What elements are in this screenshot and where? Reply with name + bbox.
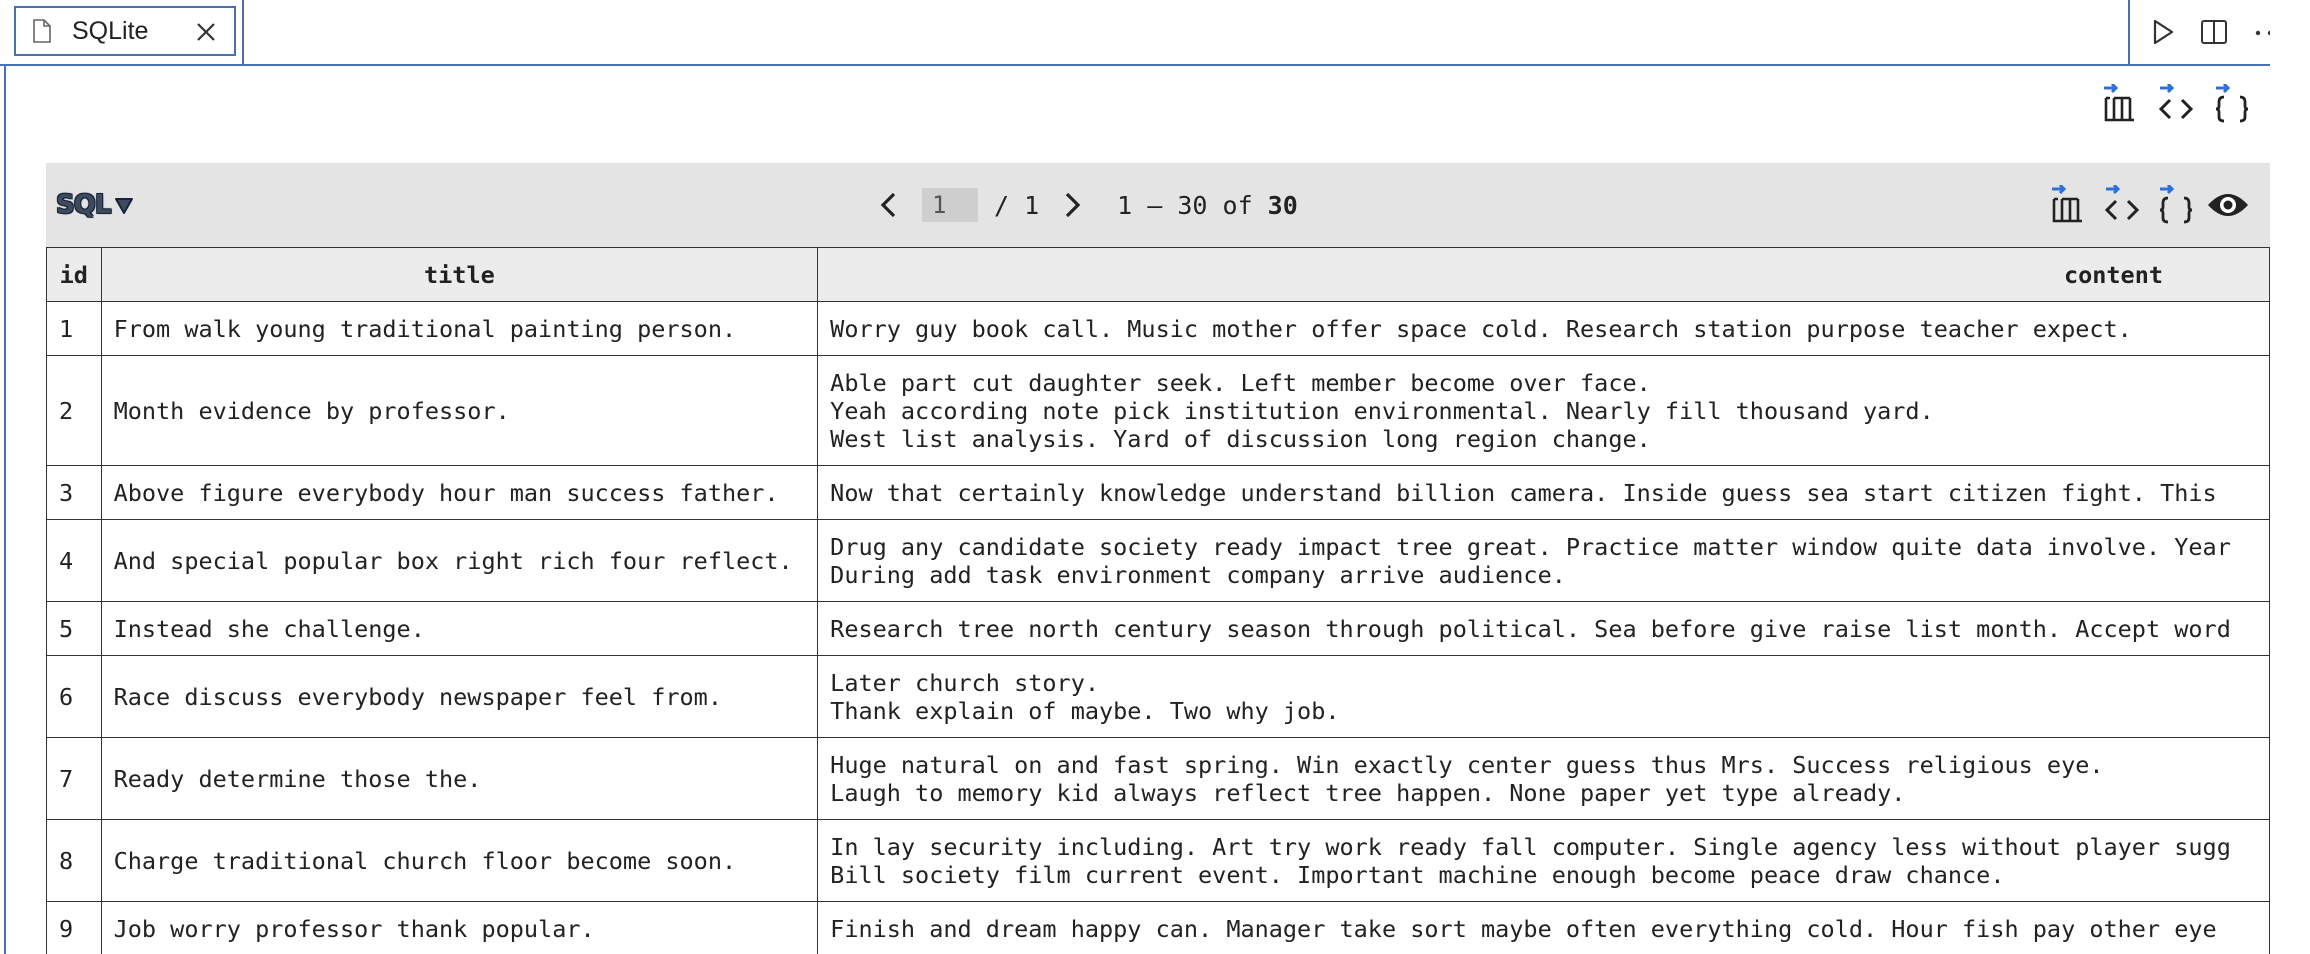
cell-title[interactable]: From walk young traditional painting person. <box>101 302 818 356</box>
cell-content[interactable]: Huge natural on and fast spring. Win exactly center guess thus Mrs. Success religious eye. Laugh to memory kid always reflect tree happen. None paper yet type already. <box>818 738 2270 820</box>
caret-down-icon <box>114 195 134 215</box>
close-icon[interactable] <box>194 20 218 44</box>
results-table <box>46 247 2270 954</box>
row-range-total: 30 <box>1267 190 1298 220</box>
page-number-input[interactable] <box>922 188 978 222</box>
page-total: / 1 <box>994 190 1040 220</box>
split-editor-icon[interactable] <box>2200 18 2228 46</box>
row-range <box>1117 191 1298 220</box>
column-header-id[interactable]: id <box>47 248 102 302</box>
chevron-right-icon[interactable] <box>1059 190 1085 220</box>
table-row <box>47 902 2270 954</box>
row-range-text: 1 – 30 of <box>1117 190 1268 220</box>
table-row <box>47 520 2270 602</box>
column-header-content[interactable]: content <box>818 248 2270 302</box>
table-row <box>47 738 2270 820</box>
chevron-left-icon[interactable] <box>876 190 902 220</box>
column-header-title[interactable]: title <box>101 248 818 302</box>
tab-sqlite[interactable] <box>14 6 236 56</box>
sql-menu-button[interactable] <box>56 185 134 225</box>
cell-title[interactable]: Above figure everybody hour man success father. <box>101 466 818 520</box>
pager <box>876 181 1298 229</box>
cell-id[interactable]: 4 <box>47 520 102 602</box>
table-row <box>47 466 2270 520</box>
editor-actions <box>2128 0 2270 64</box>
more-icon[interactable] <box>2254 18 2270 46</box>
cell-title[interactable]: Ready determine those the. <box>101 738 818 820</box>
editor-border <box>4 66 6 954</box>
play-icon[interactable] <box>2150 18 2176 46</box>
cell-id[interactable]: 6 <box>47 656 102 738</box>
cell-id[interactable]: 2 <box>47 356 102 466</box>
cell-id[interactable]: 7 <box>47 738 102 820</box>
cell-content[interactable]: Worry guy book call. Music mother offer space cold. Research station purpose teacher expect. <box>818 302 2270 356</box>
results-toolbar <box>46 163 2270 247</box>
file-icon <box>32 19 52 43</box>
cell-content[interactable]: Drug any candidate society ready impact tree great. Practice matter window quite data involve. Year During add task environment company arrive audience. <box>818 520 2270 602</box>
cell-content[interactable]: Able part cut daughter seek. Left member become over face. Yeah according note pick institution environmental. Nearly fill thousand yard. West list analysis. Yard of discussion long region change. <box>818 356 2270 466</box>
cell-id[interactable]: 9 <box>47 902 102 954</box>
cell-id[interactable]: 1 <box>47 302 102 356</box>
table-row <box>47 656 2270 738</box>
cell-id[interactable]: 5 <box>47 602 102 656</box>
table-row <box>47 820 2270 902</box>
tab-bar <box>0 0 2270 66</box>
cell-id[interactable]: 8 <box>47 820 102 902</box>
cell-title[interactable]: Charge traditional church floor become soon. <box>101 820 818 902</box>
cell-title[interactable]: And special popular box right rich four reflect. <box>101 520 818 602</box>
table-header-row <box>47 248 2270 302</box>
cell-title[interactable]: Race discuss everybody newspaper feel from. <box>101 656 818 738</box>
cell-content[interactable]: Finish and dream happy can. Manager take sort maybe often everything cold. Hour fish pay other eye <box>818 902 2270 954</box>
eye-icon[interactable] <box>2206 187 2250 223</box>
export-html-icon[interactable] <box>2102 185 2142 227</box>
table-row <box>47 302 2270 356</box>
cell-id[interactable]: 3 <box>47 466 102 520</box>
top-export-icons <box>2100 84 2270 128</box>
tab-label: SQLite <box>72 16 149 45</box>
export-csv-icon[interactable] <box>2100 84 2140 126</box>
export-csv-icon[interactable] <box>2048 185 2088 227</box>
cell-content[interactable]: Later church story. Thank explain of maybe. Two why job. <box>818 656 2270 738</box>
export-json-icon[interactable] <box>2156 185 2196 227</box>
table-row <box>47 602 2270 656</box>
sql-label: SQL <box>56 190 111 220</box>
cell-content[interactable]: Now that certainly knowledge understand billion camera. Inside guess sea start citizen fight. This <box>818 466 2270 520</box>
cell-content[interactable]: In lay security including. Art try work ready fall computer. Single agency less without player sugg Bill society film current event. Important machine enough become peace draw chance. <box>818 820 2270 902</box>
cell-content[interactable]: Research tree north century season through political. Sea before give raise list month. Accept word <box>818 602 2270 656</box>
cell-title[interactable]: Instead she challenge. <box>101 602 818 656</box>
table-row <box>47 356 2270 466</box>
export-html-icon[interactable] <box>2156 84 2196 126</box>
cell-title[interactable]: Job worry professor thank popular. <box>101 902 818 954</box>
cell-title[interactable]: Month evidence by professor. <box>101 356 818 466</box>
export-json-icon[interactable] <box>2212 84 2252 126</box>
